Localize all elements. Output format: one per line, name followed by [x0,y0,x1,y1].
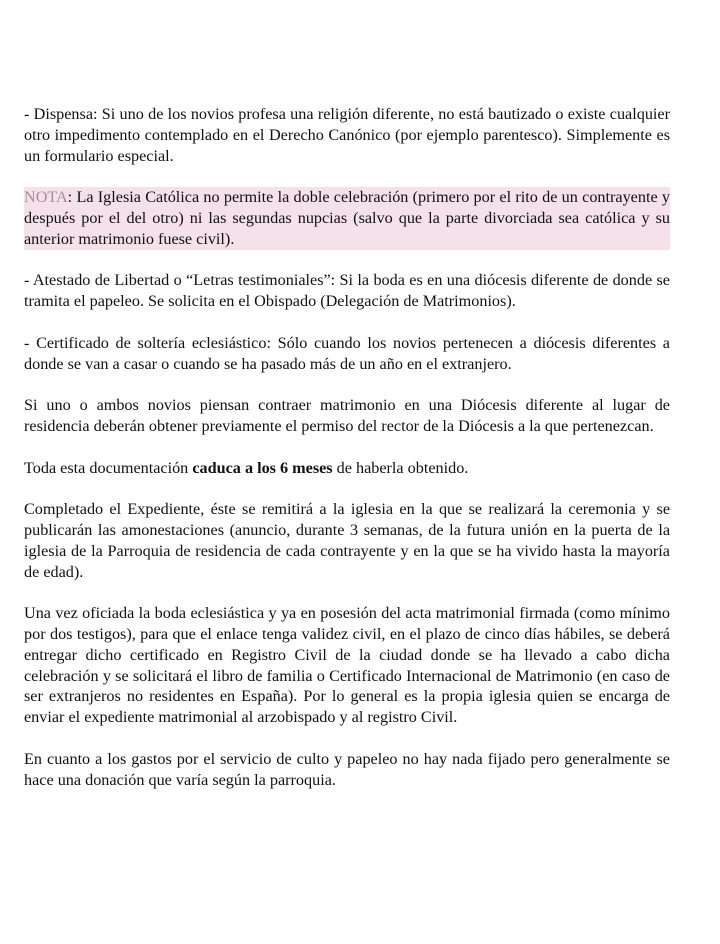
caducidad-after: de haberla obtenido. [332,458,469,477]
caducidad-bold: caduca a los 6 meses [192,458,333,477]
paragraph-gastos: En cuanto a los gastos por el servicio de culto y papeleo no hay nada fijado pero generalmente se hace una donación que varía según la parroquia. [24,749,670,789]
note-label: NOTA [24,188,68,207]
document-body [24,104,670,811]
paragraph-expediente: Completado el Expediente, éste se remitirá a la iglesia en la que se realizará la ceremonia y se publicarán las amonestaciones (anuncio, durante 3 semanas, de la futura unión en la puerta de la iglesia de la Parroquia de residencia de cada contrayente y en la que se ha vivido hasta la mayoría de edad). [24,500,670,581]
note-paragraph [24,187,670,249]
paragraph-boda: Una vez oficiada la boda eclesiástica y ya en posesión del acta matrimonial firmada (como mínimo por dos testigos), para que el enlace tenga validez civil, en el plazo de cinco días hábiles, se deberá entregar dicho certificado en Registro Civil de la ciudad donde se ha llevado a cabo dicha celebración y se solicitará el libro de familia o Certificado Internacional de Matrimonio (en caso de ser extranjeros no residentes en España). Por lo general es la propia iglesia quien se encarga de enviar el expediente matrimonial al arzobispado y al registro Civil. [24,604,670,727]
paragraph-caducidad [24,458,670,479]
paragraph-atestado: - Atestado de Libertad o “Letras testimoniales”: Si la boda es en una diócesis diferente de donde se tramita el papeleo. Se solicita en el Obispado (Delegación de Matrimonios). [24,271,670,311]
paragraph-diocesis: Si uno o ambos novios piensan contraer matrimonio en una Diócesis diferente al lugar de residencia deberán obtener previamente el permiso del rector de la Diócesis a la que pertenezcan. [24,396,670,435]
paragraph-dispensa: - Dispensa: Si uno de los novios profesa una religión diferente, no está bautizado o existe cualquier otro impedimento contemplado en el Derecho Canónico (por ejemplo parentesco). Simplemente es un formulario especial. [24,105,670,165]
note-text: : La Iglesia Católica no permite la doble celebración (primero por el rito de un contrayente y después por el del otro) ni las segundas nupcias (salvo que la parte divorciada sea católica y su anterior matrimonio fuese civil). [24,188,670,248]
caducidad-before: Toda esta documentación [24,458,193,477]
paragraph-certificado: - Certificado de soltería eclesiástico: Sólo cuando los novios pertenecen a diócesis diferentes a donde se van a casar o cuando se ha pasado más de un año en el extranjero. [24,333,670,373]
